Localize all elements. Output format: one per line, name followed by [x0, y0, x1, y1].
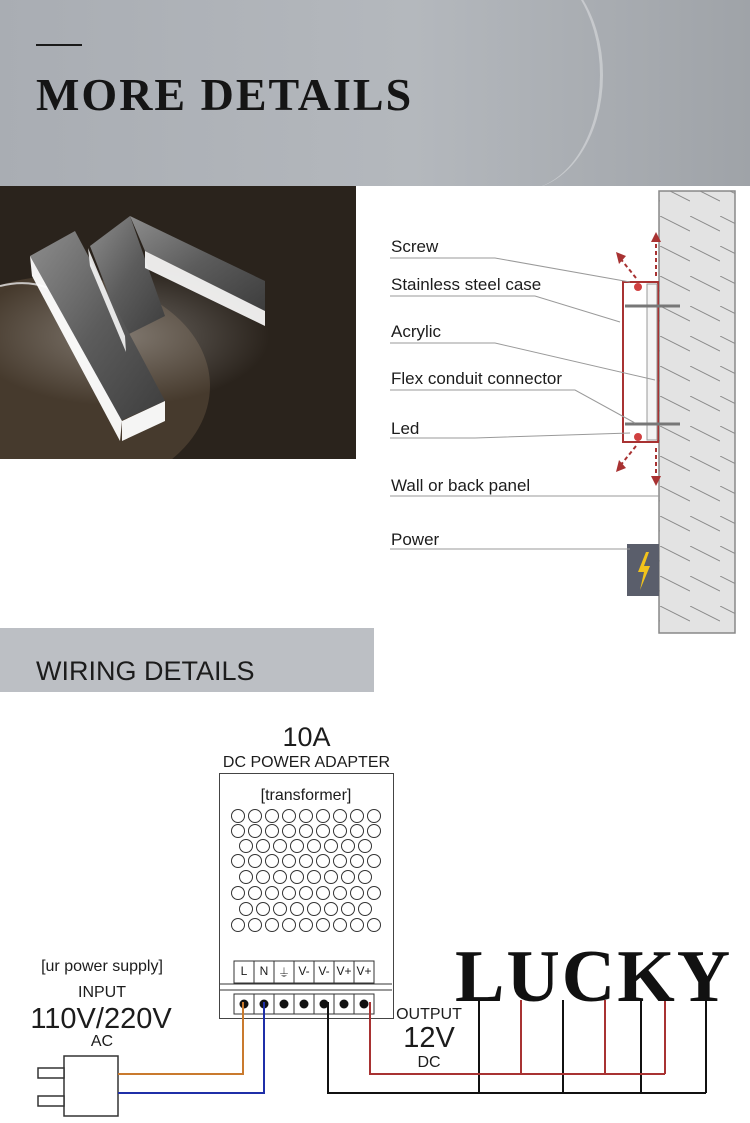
wiring-title: WIRING DETAILS — [36, 656, 255, 686]
output-voltage: 12V — [403, 1022, 455, 1054]
label-screw: Screw — [391, 237, 439, 256]
terminal-v-minus-2: V- — [318, 964, 330, 978]
terminal-ground: ⏚ — [277, 966, 290, 980]
sign-letters: LUCKY — [455, 936, 733, 1018]
output-type: DC — [417, 1054, 441, 1071]
label-power: Power — [391, 530, 440, 549]
terminal-v-minus-1: V- — [298, 964, 310, 978]
terminal-v-plus-1: V+ — [336, 964, 352, 978]
label-steel-case: Stainless steel case — [391, 275, 542, 294]
terminal-n: N — [259, 964, 269, 978]
input-voltage: 110V/220V — [30, 1003, 172, 1035]
label-flex-conduit: Flex conduit connector — [391, 369, 563, 388]
ac-plug-icon — [38, 1056, 118, 1116]
page-title: MORE DETAILS — [36, 69, 414, 120]
adapter-subtitle: [transformer] — [260, 787, 352, 804]
input-type: AC — [90, 1033, 114, 1050]
terminal-v-plus-2: V+ — [356, 964, 372, 978]
input-note: [ur power supply] — [41, 958, 163, 975]
label-led: Led — [391, 419, 420, 438]
input-label: INPUT — [78, 984, 126, 1001]
label-wall: Wall or back panel — [391, 476, 531, 495]
label-acrylic: Acrylic — [391, 322, 442, 341]
terminal-l: L — [240, 964, 248, 978]
output-label: OUTPUT — [396, 1006, 462, 1023]
adapter-amps: 10A — [282, 722, 331, 752]
adapter-name: DC POWER ADAPTER — [222, 754, 391, 771]
